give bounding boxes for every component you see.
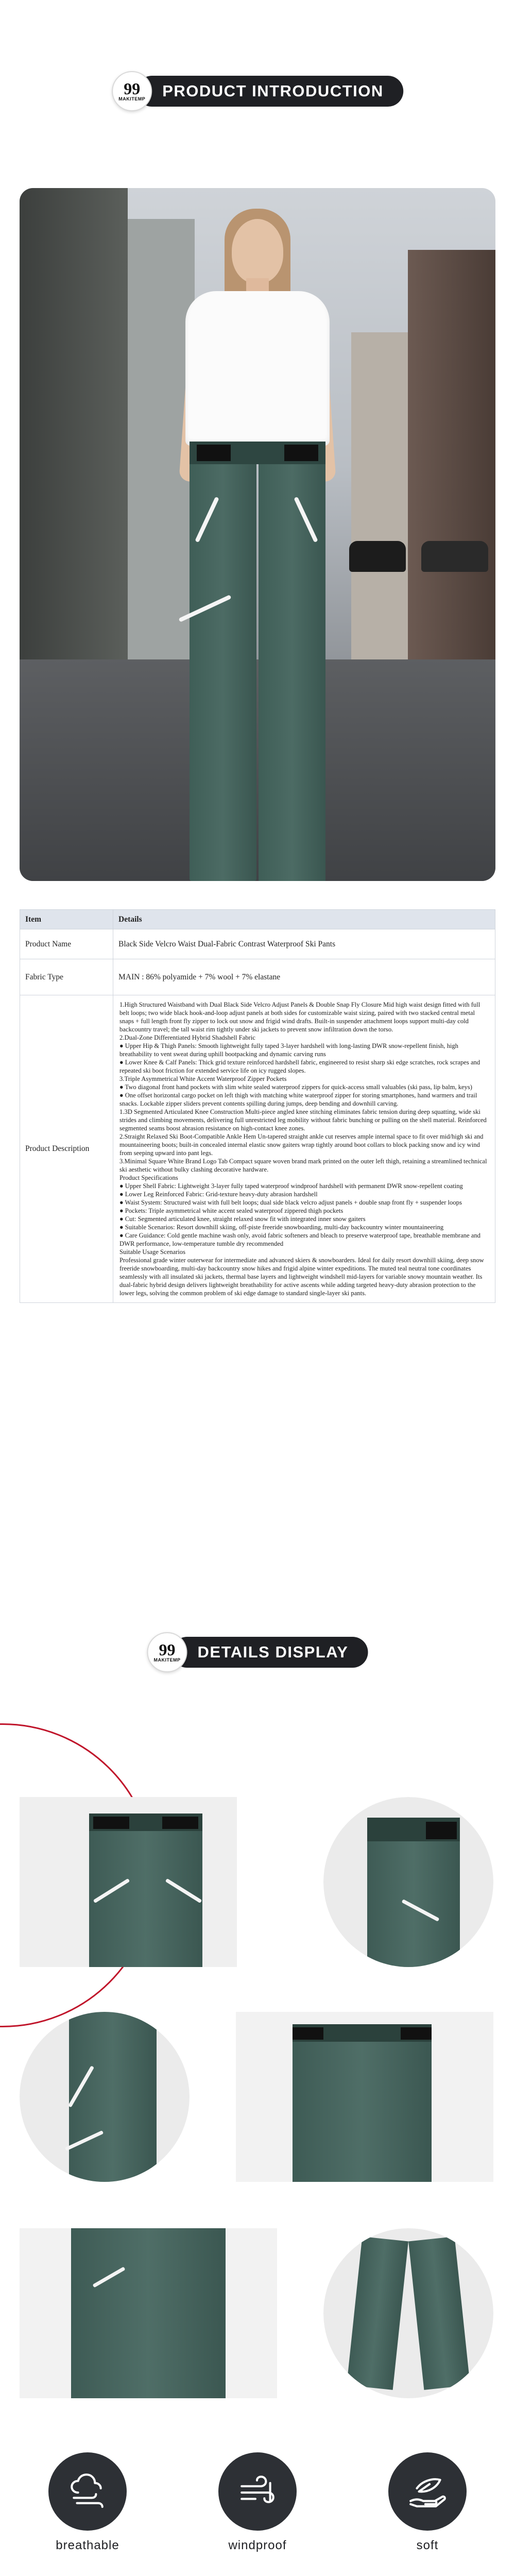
feature-label: breathable [56,2538,119,2552]
table-row [20,959,495,995]
desc-line: 2.Dual-Zone Differentiated Hybrid Shadshell Fabric [119,1034,255,1041]
wind-cloud-icon [48,2452,127,2531]
desc-line: 3.Minimal Square White Brand Logo Tab Compact square woven brand mark printed on the outer left thigh, retaining a streamlined technical ski aesthetic without bulky clashing decorative hardware. [119,1158,487,1173]
brand-logo [112,71,152,111]
feature-windproof [201,2452,314,2553]
desc-line: ● Upper Shell Fabric: Lightweight 3-layer fully taped waterproof windproof hardshell with permanent DWR snow-repellent coating [119,1182,463,1190]
brand-logo [147,1632,187,1672]
row-value: Black Side Velcro Waist Dual-Fabric Contrast Waterproof Ski Pants [113,929,495,959]
desc-line: Product Specifications [119,1174,178,1181]
detail-photo-hem-circle [323,2228,493,2398]
feature-label: soft [416,2538,439,2552]
feather-hand-icon [388,2452,467,2531]
desc-line: ● Lower Knee & Calf Panels: Thick grid texture reinforced hardshell fabric, engineered to resist sharp ski edge scratches, rock scrapes and repeated ski boot friction for extended service life on icy rugged slopes. [119,1059,480,1074]
feature-breathable [31,2452,144,2553]
row-value: MAIN : 86% polyamide + 7% wool + 7% elastane [113,959,495,995]
desc-line: 2.Straight Relaxed Ski Boot-Compatible Ankle Hem Un-tapered straight ankle cut reserves ample internal space to fit over mid/high ski and mountaineering boots; built-in concealed internal elastic snow gaiters wrap tightly around boot collars to block packing snow and icy wind from seeping upward into pant legs. [119,1133,484,1157]
desc-line: Suitable Usage Scenarios [119,1248,186,1256]
desc-line: ● Pockets: Triple asymmetrical white accent sealed waterproof zippered thigh pockets [119,1207,344,1214]
brand-logo-text: MAKITEMP [118,96,146,101]
windproof-icon [218,2452,297,2531]
table-row [20,929,495,959]
section-title: DETAILS DISPLAY [172,1637,368,1668]
brand-logo-number: 99 [124,79,141,98]
desc-line: 1.3D Segmented Articulated Knee Construction Multi-piece angled knee stitching eliminates fabric tension during deep squatting, wide ski strides and climbing movements, delivering full unrestricted leg mobility without fabric bunching or pulling on the shell material. Reinforced segmented seams boost abrasion resistance on high-contact knee zones. [119,1108,487,1132]
detail-photo-front-zip [20,1797,237,1967]
desc-line: Professional grade winter outerwear for intermediate and advanced skiers & snowboarders. Ideal for daily resort downhill skiing, deep snow freeride snowboarding, multi-day backcountry snow hikes and frigid alpine winter expeditions. The muted teal neutral tone coordinates seamlessly with all insulated ski jackets, thermal base layers and lightweight windshell mid-layers for variable snowy mountain weather. Its dual-fabric hybrid design delivers lightweight breathability for active ascents while adding targeted heavy-duty abrasion protection to the lower legs, solving the common problem of ski edge damage to standard single-layer ski pants. [119,1257,484,1297]
product-spec-table [20,909,495,1303]
detail-photo-waist-circle [323,1797,493,1967]
detail-photo-legs [20,2228,277,2398]
row-label: Fabric Type [20,959,113,995]
table-row [20,995,495,1303]
desc-line: 1.High Structured Waistband with Dual Black Side Velcro Adjust Panels & Double Snap Fly Closure Mid high waist design fitted with full belt loops; two wide black hook-and-loop adjust panels at both sides for customizable waist sizing, paired with two stacked central metal snaps + full length front fly zipper to lock out snow and frigid wind drafts. Built-in suspender attachment loops support multi-day cold backcountry travel; the tall waist rim tightly under ski jackets to prevent snow infiltration down the torso. [119,1001,480,1033]
product-description [113,995,495,1303]
desc-line: 3.Triple Asymmetrical White Accent Waterproof Zipper Pockets [119,1075,287,1082]
desc-line: ● Upper Hip & Thigh Panels: Smooth lightweight fully taped 3-layer hardshell with long-lasting DWR snow-repellent finish, high breathability to vent sweat during uphill bootpacking and dynamic carving runs [119,1042,458,1058]
detail-photo-pocket-circle [20,2012,190,2182]
section-title: PRODUCT INTRODUCTION [136,76,403,107]
row-label: Product Name [20,929,113,959]
desc-line: ● Lower Leg Reinforced Fabric: Grid-texture heavy-duty abrasion hardshell [119,1191,318,1198]
desc-line: ● Cut: Segmented articulated knee, straight relaxed snow fit with integrated inner snow gaiters [119,1215,366,1223]
product-hero-photo [20,188,495,881]
table-header-item: Item [20,910,113,929]
feature-soft [371,2452,484,2553]
table-header-row [20,910,495,929]
details-display-banner [147,1632,368,1672]
desc-line: ● One offset horizontal cargo pocket on left thigh with matching white waterproof zipper for storing smartphones, hand warmers and trail snacks. Lockable zipper sliders prevent contents spilling during jumps, deep bending and downhill carving. [119,1092,477,1107]
table-header-details: Details [113,910,495,929]
detail-photo-back [236,2012,493,2182]
product-introduction-banner [112,71,403,111]
feature-label: windproof [228,2538,287,2552]
desc-line: ● Suitable Scenarios: Resort downhill skiing, off-piste freeride snowboarding, multi-day backcountry winter mountaineering [119,1224,444,1231]
brand-logo-number: 99 [159,1640,176,1659]
desc-line: ● Two diagonal front hand pockets with slim white sealed waterproof zippers for quick-access small valuables (ski pass, lip balm, keys) [119,1083,472,1091]
desc-line: ● Waist System: Structured waist with full belt loops; dual side black velcro adjust panels + double snap front fly + suspender loops [119,1199,462,1206]
desc-line: ● Care Guidance: Cold gentle machine wash only, avoid fabric softeners and bleach to preserve waterproof tape, breathable membrane and DWR performance, low-temperature tumble dry recommended [119,1232,480,1247]
row-label: Product Description [20,995,113,1303]
brand-logo-text: MAKITEMP [153,1657,181,1663]
